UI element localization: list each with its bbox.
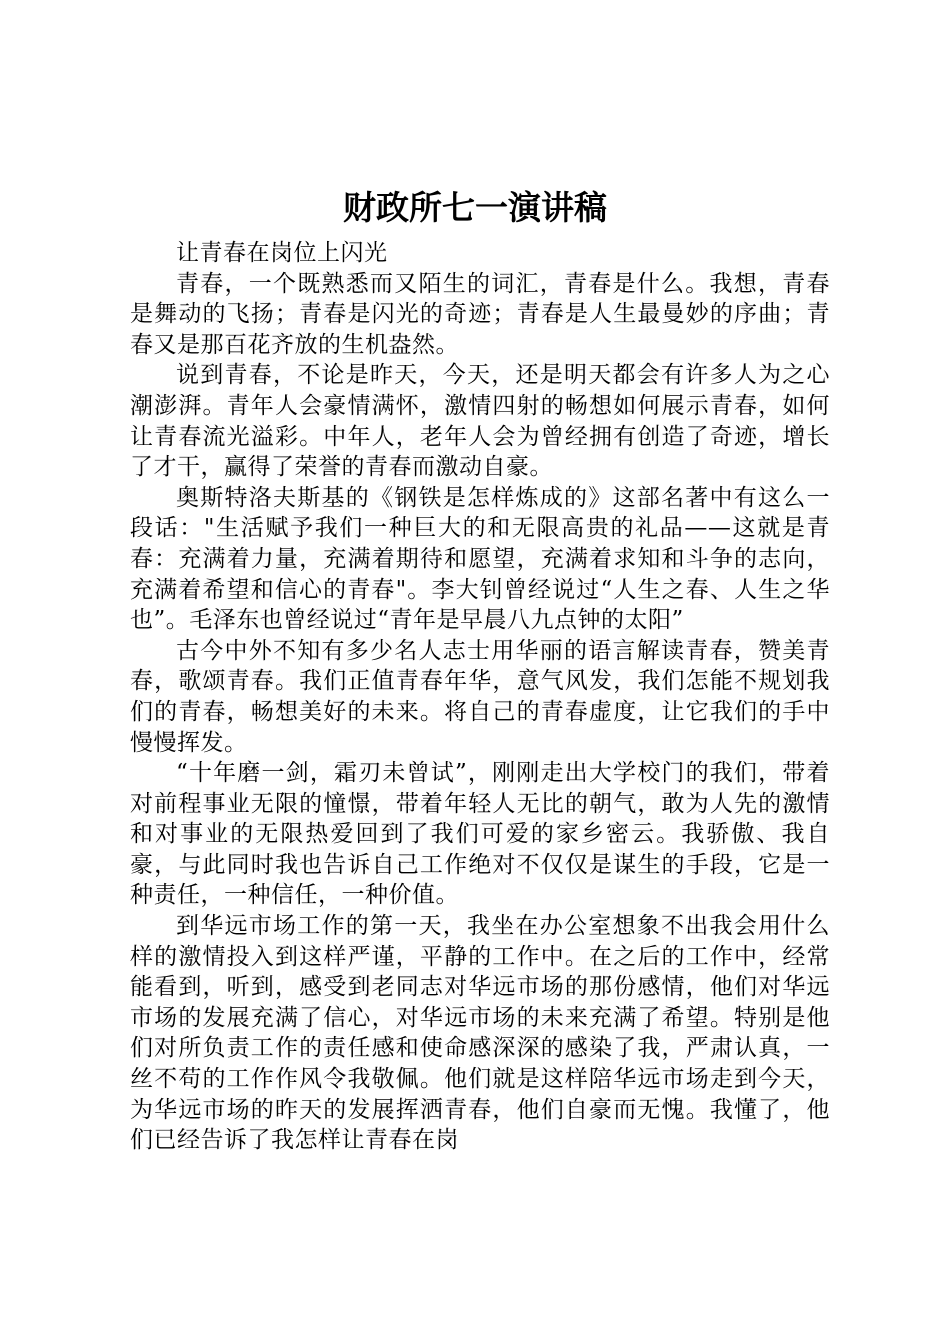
body-paragraph: 古今中外不知有多少名人志士用华丽的语言解读青春，赞美青春，歌颂青春。我们正值青春年华，意气风发，我们怎能不规划我们的青春，畅想美好的未来。将自己的青春虚度，让它我们的手中慢慢挥发。 <box>130 637 830 756</box>
body-paragraph: 说到青春，不论是昨天，今天，还是明天都会有许多人为之心潮澎湃。青年人会豪情满怀，激情四射的畅想如何展示青春，如何让青春流光溢彩。中年人，老年人会为曾经拥有创造了奇迹，增长了才干，赢得了荣誉的青春而激动自豪。 <box>130 362 830 481</box>
body-paragraph: “十年磨一剑，霜刃未曾试”，刚刚走出大学校门的我们，带着对前程事业无限的憧憬，带着年轻人无比的朝气，敢为人先的激情和对事业的无限热爱回到了我们可爱的家乡密云。我骄傲、我自豪，与此同时我也告诉自己工作绝对不仅仅是谋生的手段，它是一种责任，一种信任，一种价值。 <box>130 760 830 909</box>
body-paragraph: 到华远市场工作的第一天，我坐在办公室想象不出我会用什么样的激情投入到这样严谨，平静的工作中。在之后的工作中，经常能看到，听到，感受到老同志对华远市场的那份感情，他们对华远市场的发展充满了信心，对华远市场的未来充满了希望。特别是他们对所负责工作的责任感和使命感深深的感染了我，严肃认真，一丝不苟的工作作风令我敬佩。他们就是这样陪华远市场走到今天，为华远市场的昨天的发展挥洒青春，他们自豪而无愧。我懂了，他们已经告诉了我怎样让青春在岗 <box>130 913 830 1154</box>
document-body <box>130 238 830 1156</box>
subtitle-paragraph: 让青春在岗位上闪光 <box>176 240 388 266</box>
document-title: 财政所七一演讲稿 <box>343 188 607 227</box>
body-paragraph: 青春，一个既熟悉而又陌生的词汇，青春是什么。我想，青春是舞动的飞扬；青春是闪光的奇迹；青春是人生最曼妙的序曲；青春又是那百花齐放的生机盎然。 <box>130 270 830 358</box>
body-paragraph: 奥斯特洛夫斯基的《钢铁是怎样炼成的》这部名著中有这么一段话："生活赋予我们一种巨大的和无限高贵的礼品——这就是青春：充满着力量，充满着期待和愿望，充满着求知和斗争的志向，充满着希望和信心的青春"。李大钊曾经说过“人生之春、人生之华也”。毛泽东也曾经说过“青年是早晨八九点钟的太阳” <box>130 484 830 634</box>
